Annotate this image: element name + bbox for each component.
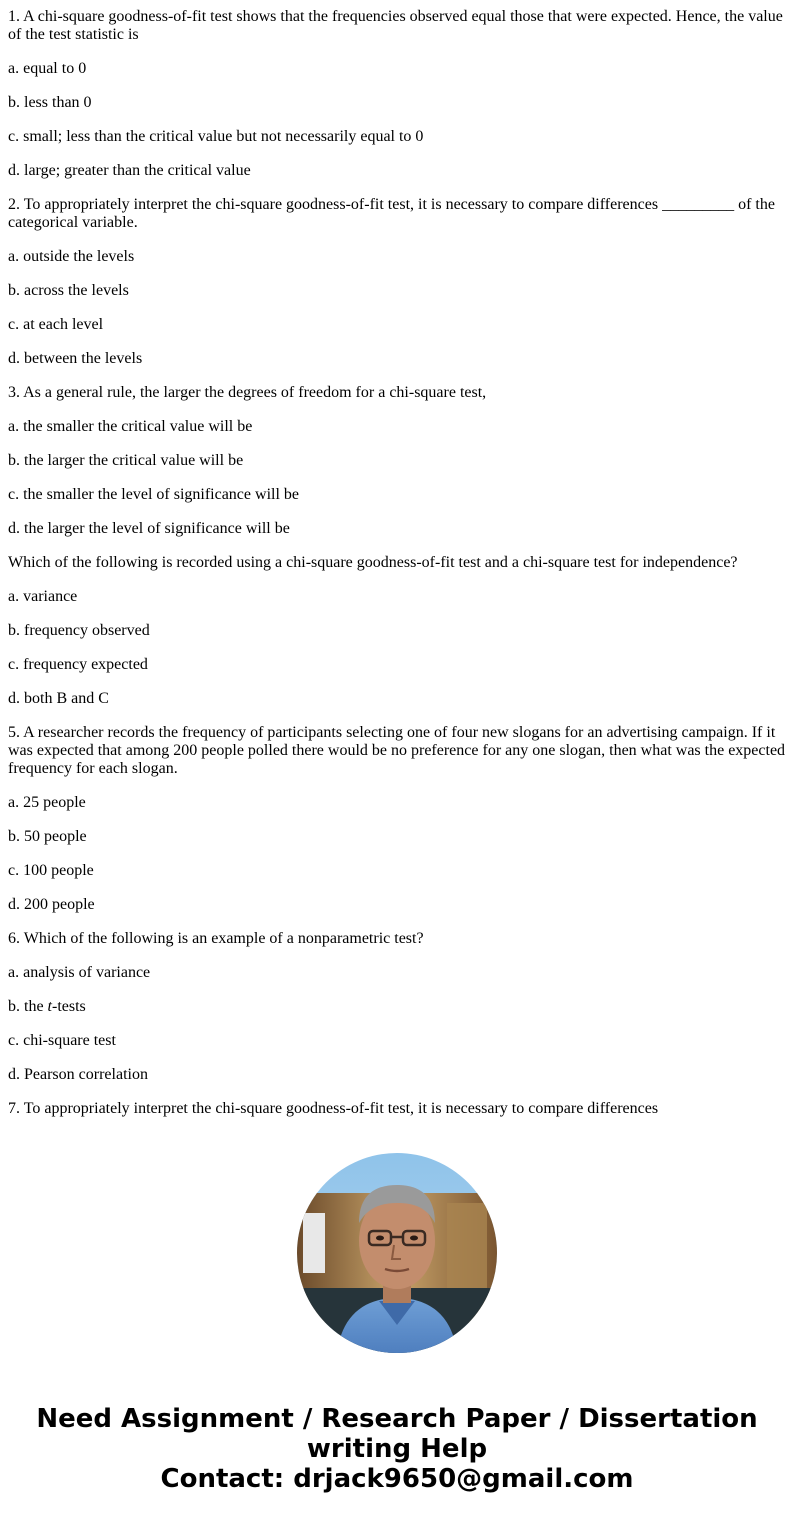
question-2-option-d: d. between the levels [8, 350, 143, 367]
contact-banner [0, 1404, 794, 1494]
question-6-option-b-suffix: -tests [52, 998, 86, 1015]
question-3-option-c: c. the smaller the level of significance will be [8, 486, 299, 503]
question-2-stem: 2. To appropriately interpret the chi-square goodness-of-fit test, it is necessary to compare differences _________ of the categorical variable. [8, 196, 775, 231]
question-4-stem: Which of the following is recorded using a chi-square goodness-of-fit test and a chi-square test for independence? [8, 554, 738, 571]
question-list [8, 8, 788, 1134]
question-3-stem: 3. As a general rule, the larger the degrees of freedom for a chi-square test, [8, 384, 487, 401]
question-6-option-b [8, 998, 788, 1016]
question-5-option-a: a. 25 people [8, 794, 86, 811]
question-6-option-b-prefix: b. the [8, 998, 48, 1015]
question-6-option-c: c. chi-square test [8, 1032, 116, 1049]
question-6-option-d: d. Pearson correlation [8, 1066, 148, 1083]
question-5-stem: 5. A researcher records the frequency of participants selecting one of four new slogans for an advertising campaign. If it was expected that among 200 people polled there would be no preference for any one slogan, then what was the expected frequency for each slogan. [8, 724, 786, 777]
author-portrait-image [297, 1153, 497, 1353]
question-6-option-b-italic: t [47, 998, 52, 1015]
question-1-option-a: a. equal to 0 [8, 60, 87, 77]
question-1-option-b: b. less than 0 [8, 94, 92, 111]
question-3-option-a: a. the smaller the critical value will be [8, 418, 253, 435]
question-1-stem: 1. A chi-square goodness-of-fit test shows that the frequencies observed equal those that were expected. Hence, the value of the test statistic is [8, 8, 783, 43]
cta-line-1: Need Assignment / Research Paper / Dissertation [36, 1404, 758, 1434]
question-6-stem: 6. Which of the following is an example of a nonparametric test? [8, 930, 424, 947]
question-1-option-d: d. large; greater than the critical value [8, 162, 251, 179]
question-4-option-d: d. both B and C [8, 690, 109, 707]
question-7-stem: 7. To appropriately interpret the chi-square goodness-of-fit test, it is necessary to compare differences [8, 1100, 659, 1117]
question-3-option-b: b. the larger the critical value will be [8, 452, 244, 469]
question-2-option-c: c. at each level [8, 316, 104, 333]
cta-line-3: Contact: drjack9650@gmail.com [160, 1464, 634, 1494]
question-4-option-c: c. frequency expected [8, 656, 148, 673]
question-6-option-a: a. analysis of variance [8, 964, 151, 981]
cta-line-2: writing Help [306, 1434, 488, 1464]
question-5-option-d: d. 200 people [8, 896, 95, 913]
author-avatar [297, 1153, 497, 1353]
question-1-option-c: c. small; less than the critical value but not necessarily equal to 0 [8, 128, 424, 145]
question-4-option-b: b. frequency observed [8, 622, 150, 639]
question-2-option-a: a. outside the levels [8, 248, 135, 265]
question-5-option-c: c. 100 people [8, 862, 94, 879]
question-5-option-b: b. 50 people [8, 828, 87, 845]
question-3-option-d: d. the larger the level of significance will be [8, 520, 290, 537]
question-2-option-b: b. across the levels [8, 282, 129, 299]
question-4-option-a: a. variance [8, 588, 78, 605]
